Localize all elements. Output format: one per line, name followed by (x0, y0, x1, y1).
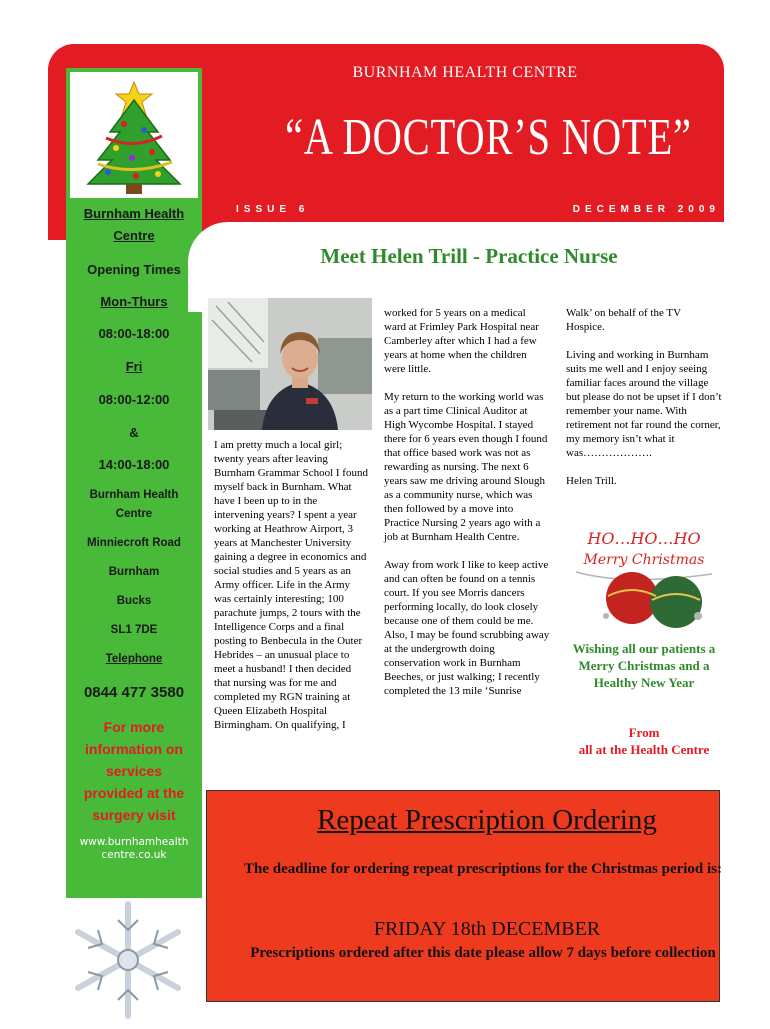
address-county: Bucks (116, 595, 152, 607)
more-info-line4: provided at the (83, 785, 185, 801)
more-info-line1: For more (103, 719, 165, 735)
article-col2-para2: My return to the working world was as a part time Clinical Auditor at High Wycombe Hospital. I stayed there for 6 years even though I found that office based work was not as rewarding as nursing. The next 6 years saw me driving around Slough as a community nurse, which was then followed by a move into Practice Nursing 2 years ago with a job at Burnham Health Centre. (384, 391, 548, 543)
article-col3-signoff: Helen Trill. (566, 475, 617, 487)
more-info-line3: services (105, 763, 163, 779)
mon-thurs-label: Mon-Thurs (100, 294, 168, 309)
article-column-2 (384, 306, 550, 712)
issue-date: DECEMBER 2009 (572, 204, 720, 215)
prescription-date: FRIDAY 18th DECEMBER (373, 918, 601, 940)
issue-number: ISSUE 6 (236, 204, 310, 215)
merry-christmas-card (566, 524, 722, 632)
address-street: Minniecroft Road (87, 537, 181, 549)
article-col2-para1: worked for 5 years on a medical ward at Frimley Park Hospital near Camberley after which I had a few years at home when the children were little. (384, 307, 539, 375)
article-column-1 (214, 438, 368, 746)
card-merry-christmas: Merry Christmas (583, 552, 705, 568)
address-name-line1: Burnham Health (89, 489, 179, 501)
fri-hours-afternoon: 14:00-18:00 (98, 457, 170, 472)
telephone-number[interactable]: 0844 477 3580 (83, 684, 185, 701)
more-info-line5: surgery visit (92, 807, 176, 823)
christmas-wish: Wishing all our patients a Merry Christmas and a Healthy New Year (572, 641, 716, 690)
fri-hours-morning: 08:00-12:00 (98, 392, 170, 407)
prescription-deadline: The deadline for ordering repeat prescriptions for the Christmas period is: (243, 861, 723, 877)
website-line1[interactable]: www.burnhamhealth (79, 836, 189, 848)
card-hohoho: HO…HO…HO (587, 529, 701, 548)
from-signoff (566, 724, 722, 758)
address-name-line2: Centre (115, 508, 153, 520)
article-headline: Meet Helen Trill - Practice Nurse (320, 244, 618, 268)
article-col3-para2: Living and working in Burnham suits me well and I enjoy seeing familiar faces around the village but please do not be upset if I don’t remember your name. With retirement not far round the corner, my memory isn’t what it was………………. (566, 349, 722, 459)
newsletter-title: “A DOCTOR’S NOTE” (285, 109, 692, 166)
address-postcode: SL1 7DE (110, 624, 158, 636)
more-info-line2: information on (85, 741, 183, 757)
sidebar-name-line2: Centre (113, 228, 155, 243)
from-line2: all at the Health Centre (578, 742, 710, 757)
fri-label: Fri (125, 359, 143, 374)
telephone-label: Telephone (105, 653, 163, 665)
article-col3-para1: Walk’ on behalf of the TV Hospice. (566, 307, 681, 333)
nurse-photo (208, 298, 372, 430)
article-column-3 (566, 306, 722, 502)
snowflake-icon (54, 898, 204, 1024)
prescription-title: Repeat Prescription Ordering (317, 804, 657, 836)
christmas-tree-image (70, 72, 198, 198)
opening-times-heading: Opening Times (87, 262, 181, 277)
address-town: Burnham (108, 566, 160, 578)
mon-thurs-hours: 08:00-18:00 (98, 326, 170, 341)
website-line2[interactable]: centre.co.uk (101, 849, 167, 861)
article-col1-text: I am pretty much a local girl; twenty years after leaving Burnham Grammar School I found myself back in Burnham. What have I been up to in the intervening years? I spent a year working at Heathrow Airport, 3 years at Manchester University gaining a degree in economics and social studies and 5 years as an Army officer. Life in the Army was certainly interesting; 100 parachute jumps, 2 tours with the Intelligence Corps and a final posting to Benbecula in the Outer Hebrides – an unusual place to meet a husband! I then decided that nursing was for me and completed my RGN training at Queen Elizabeth Hospital Birmingham. On qualifying, I (214, 439, 368, 731)
sidebar-name-line1: Burnham Health (83, 206, 185, 221)
article-col2-para3: Away from work I like to keep active and can often be found on a tennis court. If you see Morris dancers performing locally, do look closely because one of them could be me. Also, I may be found scrubbing away at the undergrowth doing conservation work in Burnham Beeches, or just walking; I recently completed the 13 mile ‘Sunrise (384, 559, 550, 697)
fri-hours-ampersand: & (129, 425, 139, 440)
prescription-note: Prescriptions ordered after this date please allow 7 days before collection (250, 945, 716, 961)
masthead-org: BURNHAM HEALTH CENTRE (352, 64, 578, 81)
from-line1: From (628, 725, 660, 740)
